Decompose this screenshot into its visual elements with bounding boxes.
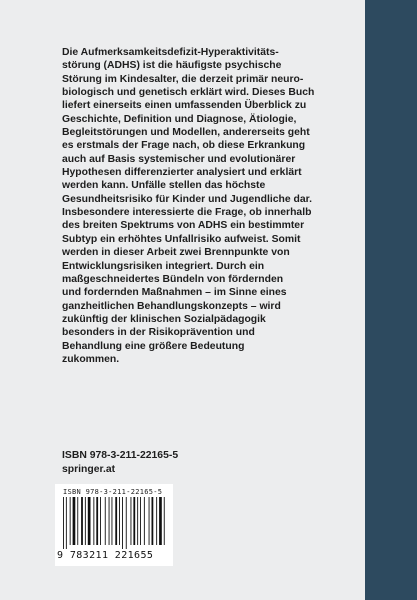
blurb-line: liefert einerseits einen umfassenden Überblick zu: [62, 100, 307, 112]
blurb-line: Insbesondere interessierte die Frage, ob innerhalb: [62, 207, 312, 219]
blurb-line: Störung im Kindesalter, die derzeit primär neuro-: [62, 73, 304, 85]
blurb-line: Geschichte, Definition und Diagnose, Ätiologie,: [62, 113, 297, 125]
blurb-line: Subtyp ein erhöhtes Unfallrisiko aufweist. Somit: [62, 233, 301, 245]
blurb-line: werden kann. Unfälle stellen das höchste: [62, 180, 266, 192]
blurb-line: störung (ADHS) ist die häufigste psychische: [62, 60, 282, 72]
blurb-line: Die Aufmerksamkeitsdefizit-Hyperaktivitäts-: [62, 47, 279, 58]
blurb-line: werden in dieser Arbeit zwei Brennpunkte von: [62, 247, 290, 259]
blurb-line: Behandlung eine größere Bedeutung: [62, 340, 245, 352]
blurb-line: besonders in der Risikoprävention und: [62, 327, 255, 339]
blurb-line: es erstmals der Frage nach, ob diese Erkrankung: [62, 140, 306, 152]
isbn-text: ISBN 978-3-211-22165-5: [62, 450, 179, 461]
blurb-line: Gesundheitsrisiko für Kinder und Jugendliche dar.: [62, 193, 312, 205]
barcode-bars: [61, 497, 167, 549]
publisher-website: springer.at: [62, 464, 116, 475]
blurb-line: und fordernden Maßnahmen – im Sinne eines: [62, 287, 287, 299]
blurb-line: des breiten Spektrums von ADHS ein bestimmter: [62, 220, 305, 232]
blurb-line: Entwicklungsrisiken integriert. Durch ein: [62, 260, 265, 272]
barcode-digits: 9 783211 221655: [57, 550, 154, 561]
barcode-isbn-label: ISBN 978-3-211-22165-5: [63, 488, 163, 496]
barcode: [55, 484, 173, 566]
blurb-line: zukünftig der klinischen Sozialpädagogik: [62, 313, 266, 325]
blurb-line: Begleitstörungen und Modellen, andererseits geht: [62, 127, 310, 139]
blurb-line: ganzheitlichen Behandlungskonzepts – wird: [62, 300, 281, 312]
blurb-line: zukommen.: [62, 353, 120, 365]
cover-spine-strip: [365, 0, 417, 600]
blurb-line: maßgeschneidertes Bündeln von fördernden: [62, 273, 284, 285]
blurb-line: Hypothesen differenzierter analysiert und erklärt: [62, 167, 302, 179]
description-blurb: [62, 46, 352, 366]
blurb-line: biologisch und genetisch erklärt wird. Dieses Buch: [62, 87, 315, 99]
blurb-line: auch auf Basis systemischer und evolutionärer: [62, 153, 296, 165]
